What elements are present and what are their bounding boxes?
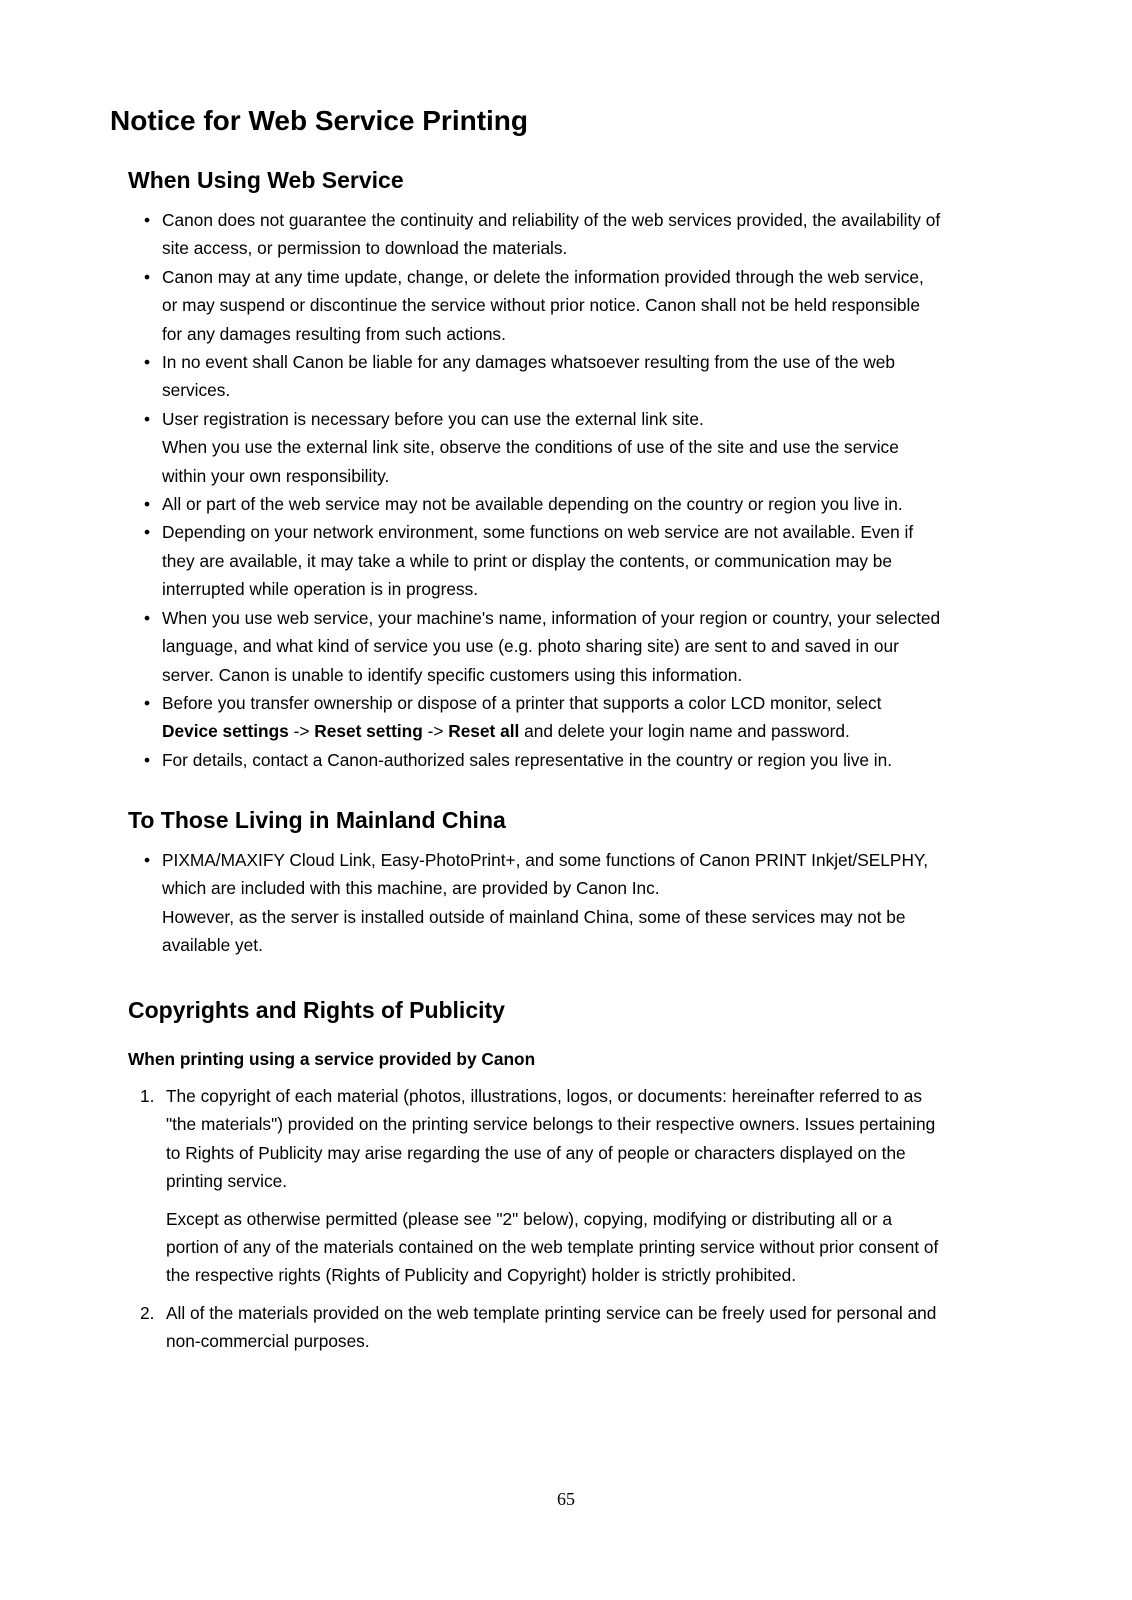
bullet-marker: • (144, 210, 151, 230)
list-item-text: Canon may at any time update, change, or delete the information provided through the web service, (162, 266, 924, 287)
section-heading-copyrights: Copyrights and Rights of Publicity (128, 997, 505, 1023)
copyright-numbered-list (128, 1082, 1028, 1356)
bullet-marker: • (144, 408, 151, 429)
list-item-text: All or part of the web service may not be available depending on the country or region you live in. (162, 494, 903, 515)
item-number: 1. (140, 1086, 155, 1106)
menu-path-reset-setting: Reset setting (314, 721, 423, 742)
item-paragraph (166, 1082, 1028, 1196)
bullet-marker: • (144, 607, 151, 628)
numbered-item (128, 1299, 1028, 1356)
list-item-text: which are included with this machine, are provided by Canon Inc. (162, 878, 660, 899)
bullet-marker: • (144, 494, 151, 515)
list-item-text: available yet. (162, 935, 263, 956)
list-item-text: PIXMA/MAXIFY Cloud Link, Easy-PhotoPrint+, and some functions of Canon PRINT Inkjet/SELPHY, (162, 850, 929, 870)
list-item-text: For details, contact a Canon-authorized sales representative in the country or region you live in. (162, 749, 893, 770)
section-mainland-china (128, 806, 1028, 960)
paragraph-line: The copyright of each material (photos, illustrations, logos, or documents: hereinafter referred to as (166, 1086, 922, 1106)
list-item-text: User registration is necessary before you can use the external link site. (162, 408, 704, 429)
numbered-item (128, 1082, 1028, 1290)
list-item (128, 348, 1028, 405)
mainland-china-list (128, 846, 1028, 960)
list-item (128, 604, 1028, 689)
list-item-text: or may suspend or discontinue the service without prior notice. Canon shall not be held responsible (162, 295, 920, 316)
paragraph-line: printing service. (166, 1171, 288, 1192)
bullet-marker: • (144, 692, 151, 713)
subsection-heading: When printing using a service provided by Canon (128, 1049, 536, 1069)
menu-path-arrow: -> (422, 721, 449, 742)
list-item (128, 405, 1028, 490)
paragraph-line: to Rights of Publicity may arise regarding the use of any of people or characters displayed on the (166, 1142, 906, 1163)
list-item-text: However, as the server is installed outside of mainland China, some of these services may not be (162, 906, 906, 927)
web-service-notice-list (128, 206, 1028, 774)
list-item-reset-instructions (128, 689, 1028, 746)
list-item-text: In no event shall Canon be liable for any damages whatsoever resulting from the use of the web (162, 352, 895, 373)
paragraph-line: "the materials") provided on the printing service belongs to their respective owners. Issues pertaining (166, 1114, 936, 1135)
paragraph-line: portion of any of the materials contained on the web template printing service without prior consent of (166, 1237, 939, 1258)
list-item (128, 846, 1028, 960)
list-item-text: within your own responsibility. (162, 465, 390, 486)
list-item-text: and delete your login name and password. (519, 721, 850, 742)
paragraph-line: All of the materials provided on the web template printing service can be freely used for personal and (166, 1302, 937, 1323)
list-item (128, 490, 1028, 518)
list-item (128, 206, 1028, 263)
list-item (128, 263, 1028, 348)
paragraph-line: Except as otherwise permitted (please see "2" below), copying, modifying or distributing all or a (166, 1208, 892, 1229)
list-item-text: interrupted while operation is in progress. (162, 579, 479, 600)
section-web-service (128, 166, 1028, 774)
list-item-text: Before you transfer ownership or dispose of a printer that supports a color LCD monitor, select (162, 692, 882, 713)
list-item-text: site access, or permission to download the materials. (162, 238, 568, 259)
bullet-marker: • (144, 749, 151, 770)
list-item-text: for any damages resulting from such actions. (162, 323, 506, 344)
item-paragraph (166, 1299, 1028, 1356)
list-item-text: Canon does not guarantee the continuity and reliability of the web services provided, the availability of (162, 210, 941, 230)
bullet-marker: • (144, 266, 151, 287)
list-item-text: services. (162, 380, 231, 401)
paragraph-line: non-commercial purposes. (166, 1331, 370, 1352)
menu-path-arrow: -> (288, 721, 315, 742)
list-item (128, 518, 1028, 603)
menu-path-reset-all: Reset all (448, 721, 520, 742)
section-copyrights (128, 996, 1028, 1365)
list-item-text: server. Canon is unable to identify specific customers using this information. (162, 664, 743, 685)
section-heading-mainland-china: To Those Living in Mainland China (128, 807, 506, 833)
menu-path-line (162, 717, 1028, 745)
bullet-marker: • (144, 352, 151, 373)
list-item-text: Depending on your network environment, some functions on web service are not available. Even if (162, 522, 914, 543)
item-number: 2. (140, 1302, 155, 1323)
menu-path-device-settings: Device settings (162, 721, 289, 742)
page-title: Notice for Web Service Printing (110, 105, 529, 136)
list-item (128, 746, 1028, 774)
bullet-marker: • (144, 850, 151, 870)
paragraph-line: the respective rights (Rights of Publicity and Copyright) holder is strictly prohibited. (166, 1265, 797, 1286)
list-item-text: they are available, it may take a while to print or display the contents, or communication may be (162, 550, 893, 571)
bullet-marker: • (144, 522, 151, 543)
section-heading-web-service: When Using Web Service (128, 167, 404, 193)
page-number: 65 (557, 1489, 575, 1509)
list-item-text: When you use web service, your machine's name, information of your region or country, your selected (162, 607, 941, 628)
item-paragraph (166, 1205, 1028, 1290)
list-item-text: language, and what kind of service you use (e.g. photo sharing site) are sent to and saved in our (162, 636, 899, 657)
list-item-text: When you use the external link site, observe the conditions of use of the site and use the service (162, 437, 899, 458)
